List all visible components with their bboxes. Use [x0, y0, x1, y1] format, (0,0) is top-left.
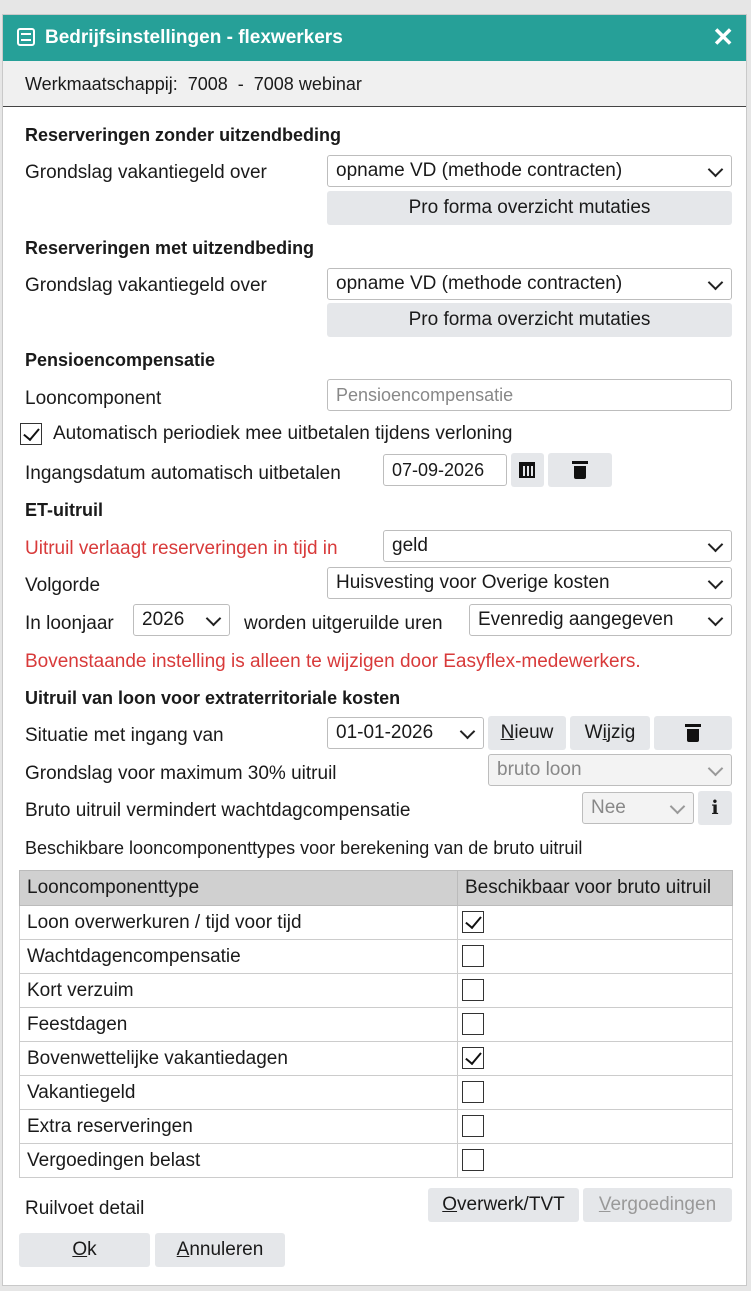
info-icon: i: [711, 797, 719, 819]
pro-forma-met-button[interactable]: Pro forma overzicht mutaties: [327, 303, 732, 337]
auto-uitbetalen-checkbox[interactable]: [20, 423, 42, 445]
table-header: [20, 871, 733, 906]
et-warning: Bovenstaande instelling is alleen te wijzigen door Easyflex-medewerkers.: [25, 651, 641, 672]
ok-label: k: [87, 1239, 97, 1260]
row-checkbox[interactable]: [462, 911, 484, 933]
row-label: Extra reserveringen: [20, 1110, 458, 1144]
looncomponent-input[interactable]: Pensioencompensatie: [327, 379, 732, 411]
section-heading-zonder: Reserveringen zonder uitzendbeding: [25, 125, 342, 145]
calendar-button[interactable]: [511, 453, 544, 487]
close-icon[interactable]: ✕: [712, 22, 734, 52]
chevron-down-icon: [708, 162, 724, 178]
table-row: [20, 1144, 733, 1178]
annuleren-accesskey: A: [176, 1239, 190, 1260]
row-checkbox[interactable]: [462, 1115, 484, 1137]
chevron-down-icon: [708, 761, 724, 777]
verlaagt-label: Uitruil verlaagt reserveringen in tijd in: [25, 538, 338, 559]
grondslag-zonder-label: Grondslag vakantiegeld over: [25, 162, 267, 183]
row-label: Wachtdagencompensatie: [20, 940, 458, 974]
row-check-cell: [458, 1076, 733, 1110]
loonjaar-value: 2026: [142, 609, 185, 630]
grondslag-met-label: Grondslag vakantiegeld over: [25, 275, 267, 296]
table-row: [20, 1008, 733, 1042]
chevron-down-icon: [670, 799, 686, 815]
looncomponent-table: [19, 870, 733, 1178]
row-label: Loon overwerkuren / tijd voor tijd: [20, 906, 458, 940]
title-bar: [3, 15, 746, 61]
table-row: [20, 974, 733, 1008]
table-row: [20, 940, 733, 974]
uren-value: Evenredig aangegeven: [478, 609, 674, 630]
section-heading-uitruil: Uitruil van loon voor extraterritoriale kosten: [25, 688, 401, 708]
row-label: Bovenwettelijke vakantiedagen: [20, 1042, 458, 1076]
row-label: Kort verzuim: [20, 974, 458, 1008]
vergoedingen-button: [583, 1188, 732, 1222]
verlaagt-select[interactable]: [383, 530, 732, 562]
grondslag-30-value: bruto loon: [497, 759, 582, 780]
ingangsdatum-input[interactable]: 07-09-2026: [383, 454, 507, 486]
wijzig-label-pre: W: [584, 722, 603, 743]
loonjaar-select[interactable]: [133, 604, 230, 636]
nieuw-accesskey: N: [500, 722, 515, 743]
auto-uitbetalen-label: Automatisch periodiek mee uitbetalen tijdens verloning: [53, 423, 513, 444]
trash-icon: [572, 461, 588, 479]
row-label: Vergoedingen belast: [20, 1144, 458, 1178]
chevron-down-icon: [708, 275, 724, 291]
wijzig-label: jzig: [606, 722, 636, 743]
grondslag-30-label: Grondslag voor maximum 30% uitruil: [25, 763, 337, 784]
situatie-value: 01-01-2026: [336, 722, 434, 743]
volgorde-select[interactable]: [327, 567, 732, 599]
nieuw-label: ieuw: [514, 722, 554, 743]
row-label: Vakantiegeld: [20, 1076, 458, 1110]
grondslag-met-select[interactable]: [327, 268, 732, 300]
row-checkbox[interactable]: [462, 945, 484, 967]
chevron-down-icon: [206, 611, 222, 627]
chevron-down-icon: [708, 611, 724, 627]
row-check-cell: [458, 1008, 733, 1042]
uren-label: worden uitgeruilde uren: [244, 613, 443, 634]
row-check-cell: [458, 974, 733, 1008]
ok-button[interactable]: [19, 1233, 150, 1267]
ok-accesskey: O: [72, 1239, 88, 1260]
settings-dialog: [2, 14, 747, 1286]
row-checkbox[interactable]: [462, 1149, 484, 1171]
grondslag-zonder-select[interactable]: [327, 155, 732, 187]
overwerk-accesskey: O: [442, 1194, 458, 1215]
row-label: Feestdagen: [20, 1008, 458, 1042]
wijzig-button[interactable]: [570, 716, 650, 750]
info-button[interactable]: [698, 791, 732, 825]
row-checkbox[interactable]: [462, 979, 484, 1001]
grondslag-zonder-value: opname VD (methode contracten): [336, 160, 623, 181]
chevron-down-icon: [708, 537, 724, 553]
looncomponent-label: Looncomponent: [25, 388, 162, 409]
row-check-cell: [458, 1110, 733, 1144]
pro-forma-zonder-button[interactable]: Pro forma overzicht mutaties: [327, 191, 732, 225]
delete-situatie-button[interactable]: [654, 716, 732, 750]
vergoedingen-accesskey: V: [598, 1194, 611, 1215]
row-check-cell: [458, 940, 733, 974]
bruto-uitruil-label: Bruto uitruil vermindert wachtdagcompensatie: [25, 800, 411, 821]
volgorde-label: Volgorde: [25, 575, 101, 596]
chevron-down-icon: [460, 724, 476, 740]
volgorde-value: Huisvesting voor Overige kosten: [336, 572, 610, 593]
dialog-title: Bedrijfsinstellingen - flexwerkers: [45, 27, 343, 48]
trash-icon: [685, 724, 701, 742]
ingangsdatum-label: Ingangsdatum automatisch uitbetalen: [25, 463, 341, 484]
table-row: [20, 1076, 733, 1110]
column-header-type: Looncomponenttype: [20, 871, 458, 906]
wijzig-accesskey: i: [602, 722, 607, 743]
loonjaar-label: In loonjaar: [25, 613, 114, 634]
bruto-uitruil-select: [582, 792, 694, 824]
verlaagt-value: geld: [392, 535, 428, 556]
table-row: [20, 1110, 733, 1144]
row-check-cell: [458, 906, 733, 940]
overwerk-tvt-button[interactable]: [428, 1188, 579, 1222]
table-row: [20, 1042, 733, 1076]
row-check-cell: [458, 1144, 733, 1178]
company-bar: [3, 61, 746, 107]
annuleren-button[interactable]: [155, 1233, 285, 1267]
section-heading-met: Reserveringen met uitzendbeding: [25, 238, 315, 258]
vergoedingen-label: ergoedingen: [610, 1194, 717, 1215]
situatie-select[interactable]: [327, 717, 484, 749]
company-label: Werkmaatschappij: 7008 - 7008 webinar: [25, 74, 362, 94]
row-checkbox[interactable]: [462, 1013, 484, 1035]
bruto-uitruil-value: Nee: [591, 797, 626, 818]
beschikbaar-label: Beschikbare looncomponenttypes voor berekening van de bruto uitruil: [25, 838, 583, 858]
annuleren-label: nnuleren: [189, 1239, 264, 1260]
settings-icon: [17, 28, 35, 46]
section-heading-pensioen: Pensioencompensatie: [25, 350, 216, 370]
delete-date-button[interactable]: [548, 453, 612, 487]
uren-select[interactable]: [469, 604, 732, 636]
row-checkbox[interactable]: [462, 1081, 484, 1103]
nieuw-button[interactable]: [488, 716, 566, 750]
grondslag-met-value: opname VD (methode contracten): [336, 273, 623, 294]
column-header-beschikbaar: Beschikbaar voor bruto uitruil: [458, 871, 733, 906]
row-checkbox[interactable]: [462, 1047, 484, 1069]
grondslag-30-select: [488, 754, 732, 786]
section-heading-et: ET-uitruil: [25, 500, 103, 520]
ruilvoet-label: Ruilvoet detail: [25, 1198, 145, 1219]
chevron-down-icon: [708, 574, 724, 590]
situatie-label: Situatie met ingang van: [25, 725, 224, 746]
row-check-cell: [458, 1042, 733, 1076]
overwerk-label: verwerk/TVT: [457, 1194, 565, 1215]
table-row: [20, 906, 733, 940]
calendar-icon: [519, 462, 535, 478]
